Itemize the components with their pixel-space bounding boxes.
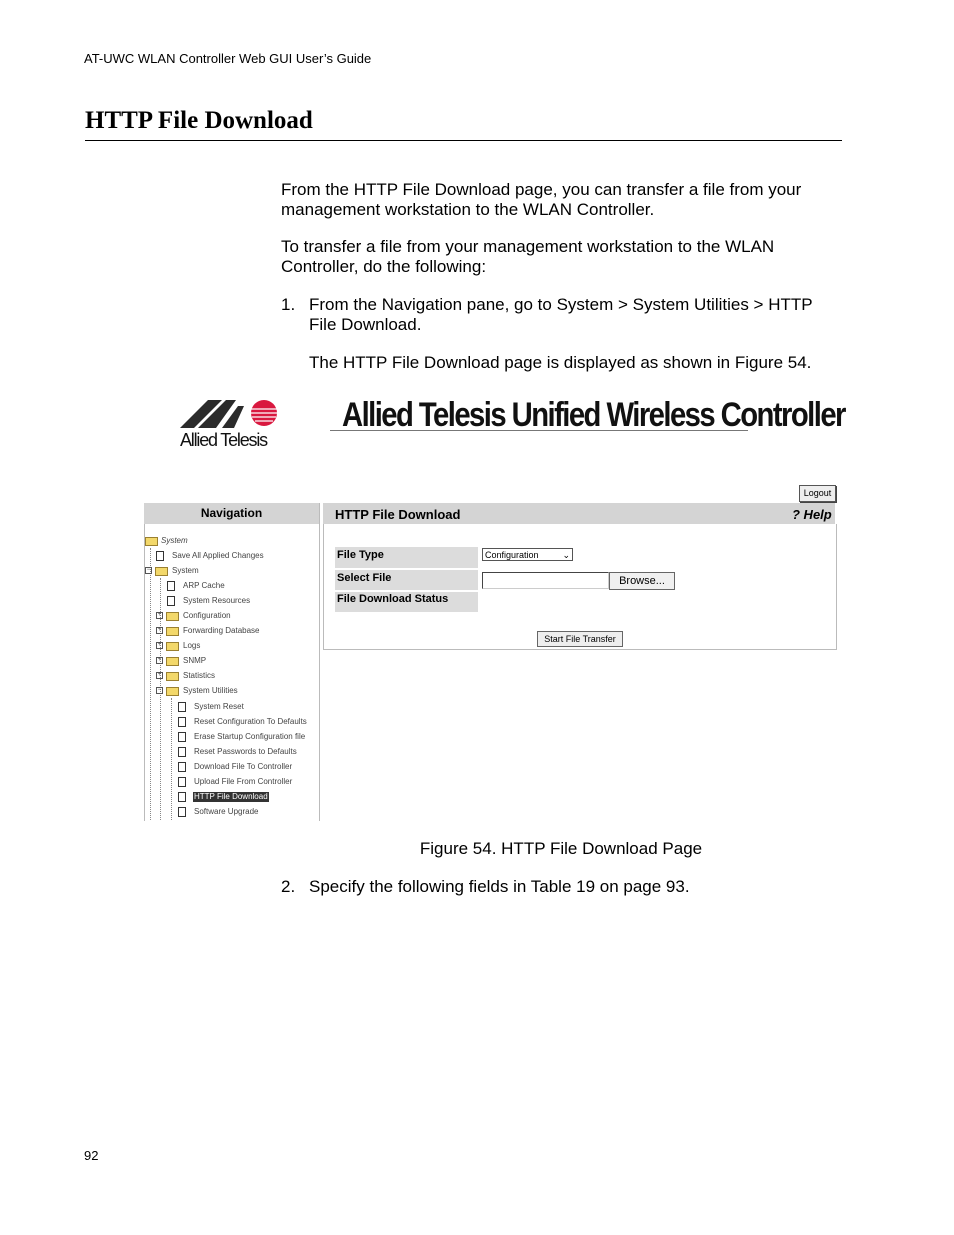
banner-title: Allied Telesis Unified Wireless Controller bbox=[342, 396, 845, 434]
select-file-label: Select File bbox=[335, 570, 478, 590]
page-icon bbox=[178, 732, 186, 742]
download-status-label: File Download Status bbox=[335, 592, 478, 612]
folder-icon bbox=[166, 657, 179, 666]
expand-icon[interactable]: + bbox=[157, 627, 162, 633]
running-header: AT-UWC WLAN Controller Web GUI User’s Guide bbox=[84, 51, 372, 66]
step-text: Specify the following fields in Table 19 on page 93. bbox=[309, 877, 690, 896]
page-icon bbox=[178, 702, 186, 712]
page-icon bbox=[178, 747, 186, 757]
folder-open-icon bbox=[155, 567, 168, 576]
intro-paragraph: From the HTTP File Download page, you can transfer a file from your management workstation to the WLAN Controller. bbox=[281, 180, 802, 219]
instruction-paragraph: To transfer a file from your management workstation to the WLAN Controller, do the following: bbox=[281, 237, 775, 276]
file-path-input[interactable] bbox=[482, 572, 609, 589]
collapse-icon[interactable]: − bbox=[146, 567, 151, 573]
banner-underline bbox=[330, 430, 748, 431]
folder-open-icon bbox=[145, 537, 158, 546]
section-title: HTTP File Download bbox=[85, 107, 313, 134]
expand-icon[interactable]: + bbox=[157, 612, 162, 618]
step-number: 1. bbox=[281, 295, 296, 314]
page-icon bbox=[178, 762, 186, 772]
expand-icon[interactable]: + bbox=[157, 657, 162, 663]
page-icon bbox=[156, 551, 164, 561]
figure-caption: Figure 54. HTTP File Download Page bbox=[419, 839, 703, 858]
navigation-heading: Navigation bbox=[144, 503, 319, 524]
folder-icon bbox=[166, 642, 179, 651]
file-type-select[interactable]: Configuration ⌄ bbox=[482, 548, 573, 561]
browse-button[interactable]: Browse... bbox=[609, 572, 675, 590]
file-type-label: File Type bbox=[335, 547, 478, 568]
expand-icon[interactable]: + bbox=[157, 642, 162, 648]
logout-button[interactable]: Logout bbox=[799, 485, 836, 502]
folder-open-icon bbox=[166, 687, 179, 696]
page-icon bbox=[178, 792, 186, 802]
page-number: 92 bbox=[84, 1148, 99, 1163]
folder-icon bbox=[166, 627, 179, 636]
page-icon bbox=[178, 777, 186, 787]
folder-icon bbox=[166, 672, 179, 681]
step-number: 2. bbox=[281, 877, 296, 896]
logo-wordmark: Allied Telesis bbox=[180, 430, 267, 450]
content-title: HTTP File Download bbox=[335, 507, 461, 522]
allied-telesis-logo-icon bbox=[178, 398, 282, 430]
page-icon bbox=[178, 807, 186, 817]
page-icon bbox=[167, 581, 175, 591]
help-link[interactable]: ? Help bbox=[792, 507, 832, 522]
title-divider bbox=[85, 140, 842, 141]
step-text: From the Navigation pane, go to System > System Utilities > HTTP File Download. bbox=[309, 295, 813, 334]
page-icon bbox=[178, 717, 186, 727]
expand-icon[interactable]: + bbox=[157, 672, 162, 678]
folder-icon bbox=[166, 612, 179, 621]
start-file-transfer-button[interactable]: Start File Transfer bbox=[537, 631, 623, 647]
chevron-down-icon: ⌄ bbox=[562, 550, 570, 560]
collapse-icon[interactable]: − bbox=[157, 687, 162, 693]
step-note: The HTTP File Download page is displayed as shown in Figure 54. bbox=[309, 353, 812, 372]
page-icon bbox=[167, 596, 175, 606]
